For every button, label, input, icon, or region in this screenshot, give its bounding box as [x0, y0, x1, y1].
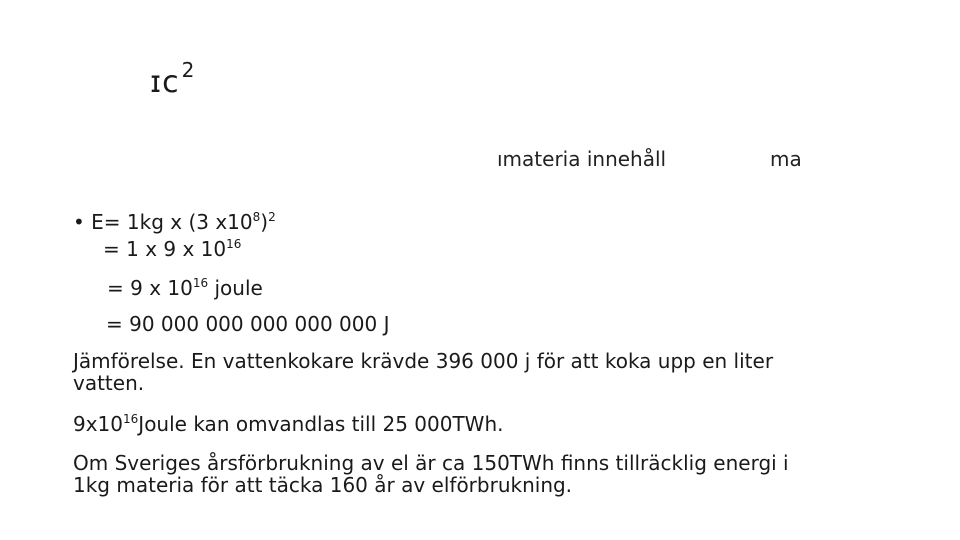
comparison-line-1: Jämförelse. En vattenkokare krävde 396 000 j för att koka upp en liter: [73, 349, 774, 373]
equation-line-1: [73, 211, 276, 233]
partial-text-right: ma: [770, 147, 802, 171]
equation-line-2: [103, 238, 241, 260]
comparison-paragraph: [73, 350, 773, 394]
partial-text-left: ımateria innehåll: [497, 147, 667, 171]
sweden-line-2: 1kg materia för att täcka 160 år av elförbrukning.: [73, 473, 573, 497]
equation-2-prefix: = 1 x 9 x 10: [103, 237, 227, 261]
conversion-paragraph: [73, 413, 504, 435]
equation-1-exp-outer: 2: [268, 210, 276, 224]
title-exponent: 2: [181, 58, 196, 82]
equation-3-prefix: = 9 x 10: [107, 276, 193, 300]
bullet-icon: •: [73, 210, 85, 234]
conversion-suffix: Joule kan omvandlas till 25 000TWh.: [138, 412, 504, 436]
equation-1-exp-inner: 8: [252, 210, 261, 224]
equation-line-4: = 90 000 000 000 000 000 J: [106, 312, 390, 336]
conversion-prefix: 9x10: [73, 412, 124, 436]
equation-3-exp: 16: [192, 276, 209, 290]
equation-line-3: [107, 277, 263, 299]
sweden-paragraph: [73, 452, 789, 496]
equation-1-middle: ): [260, 210, 269, 234]
title-text: ɪc: [150, 65, 180, 100]
conversion-exp: 16: [123, 412, 139, 426]
slide-title: [150, 58, 195, 100]
comparison-line-2: vatten.: [73, 371, 145, 395]
sweden-line-1: Om Sveriges årsförbrukning av el är ca 150TWh finns tillräcklig energi i: [73, 451, 789, 475]
equation-3-suffix: joule: [208, 276, 263, 300]
equation-1-prefix: E= 1kg x (3 x10: [91, 210, 253, 234]
equation-2-exp: 16: [226, 237, 242, 251]
